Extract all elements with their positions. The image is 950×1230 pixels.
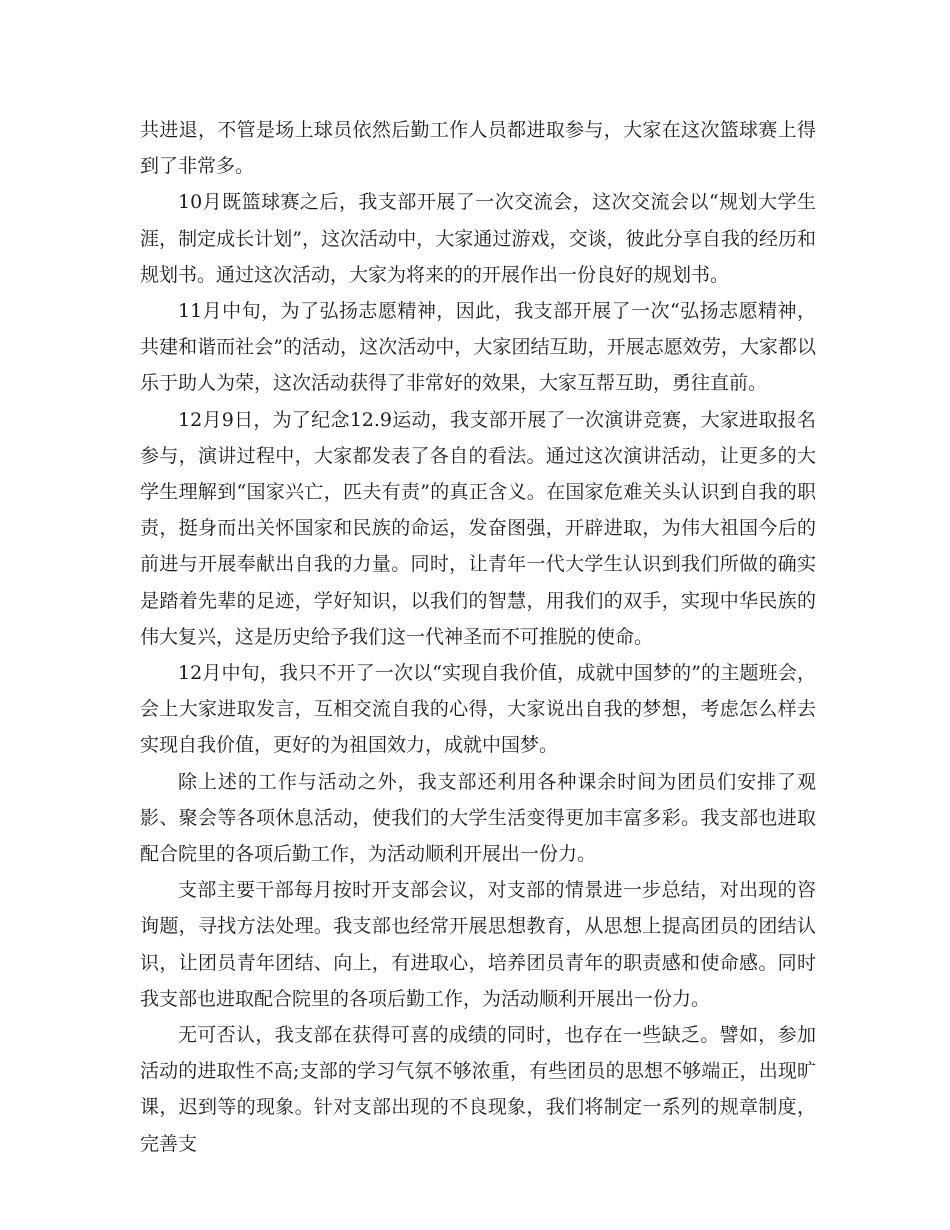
paragraph-shortcomings: 无可否认，我支部在获得可喜的成绩的同时，也存在一些缺乏。譬如，参加活动的进取性不高;支部的学习气氛不够浓重，有些团员的思想不够端正，出现旷课，迟到等的现象。针对支部出现的不良现象，我们将制定一系列的规章制度，完善支	[140, 1024, 816, 1155]
paragraph-continuation: 共进退，不管是场上球员依然后勤工作人员都进取参与，大家在这次篮球赛上得到了非常多。	[140, 119, 816, 178]
paragraph-october-exchange: 10月既篮球赛之后，我支部开展了一次交流会，这次交流会以“规划大学生涯，制定成长计划”，这次活动中，大家通过游戏，交谈，彼此分享自我的经历和规划书。通过这次活动，大家为将来的的开展作出一份良好的规划书。	[140, 191, 816, 286]
document-body	[140, 112, 816, 1162]
paragraph-leisure-activities: 除上述的工作与活动之外，我支部还利用各种课余时间为团员们安排了观影、聚会等各项休息活动，使我们的大学生活变得更加丰富多彩。我支部也进取配合院里的各项后勤工作，为活动顺利开展出一份力。	[140, 770, 816, 866]
paragraph-november-volunteer: 11月中旬，为了弘扬志愿精神，因此，我支部开展了一次“弘扬志愿精神，共建和谐而社会”的活动，这次活动中，大家团结互助，开展志愿效劳，大家都以乐于助人为荣，这次活动获得了非常好的效果，大家互帮互助，勇往直前。	[140, 300, 816, 395]
paragraph-branch-meetings: 支部主要干部每月按时开支部会议，对支部的情景进一步总结，对出现的咨询题，寻找方法处理。我支部也经常开展思想教育，从思想上提高团员的团结认识，让团员青年团结、向上，有进取心，培养团员青年的职责感和使命感。同时我支部也进取配合院里的各项后勤工作，为活动顺利开展出一份力。	[140, 879, 816, 1010]
paragraph-december-speech: 12月9日，为了纪念12.9运动，我支部开展了一次演讲竞赛，大家进取报名参与，演讲过程中，大家都发表了各自的看法。通过这次演讲活动，让更多的大学生理解到“国家兴亡，匹夫有责”的真正含义。在国家危难关头认识到自我的职责，挺身而出关怀国家和民族的命运，发奋图强，开辟进取，为伟大祖国今后的前进与开展奉献出自我的力量。同时，让青年一代大学生认识到我们所做的确实是踏着先辈的足迹，学好知识，以我们的智慧，用我们的双手，实现中华民族的伟大复兴，这是历史给予我们这一代神圣而不可推脱的使命。	[140, 408, 816, 648]
paragraph-december-class-meeting: 12月中旬，我只不开了一次以“实现自我价值，成就中国梦的”的主题班会，会上大家进取发言，互相交流自我的心得，大家说出自我的梦想，考虑怎么样去实现自我价值，更好的为祖国效力，成就中国梦。	[140, 662, 816, 757]
